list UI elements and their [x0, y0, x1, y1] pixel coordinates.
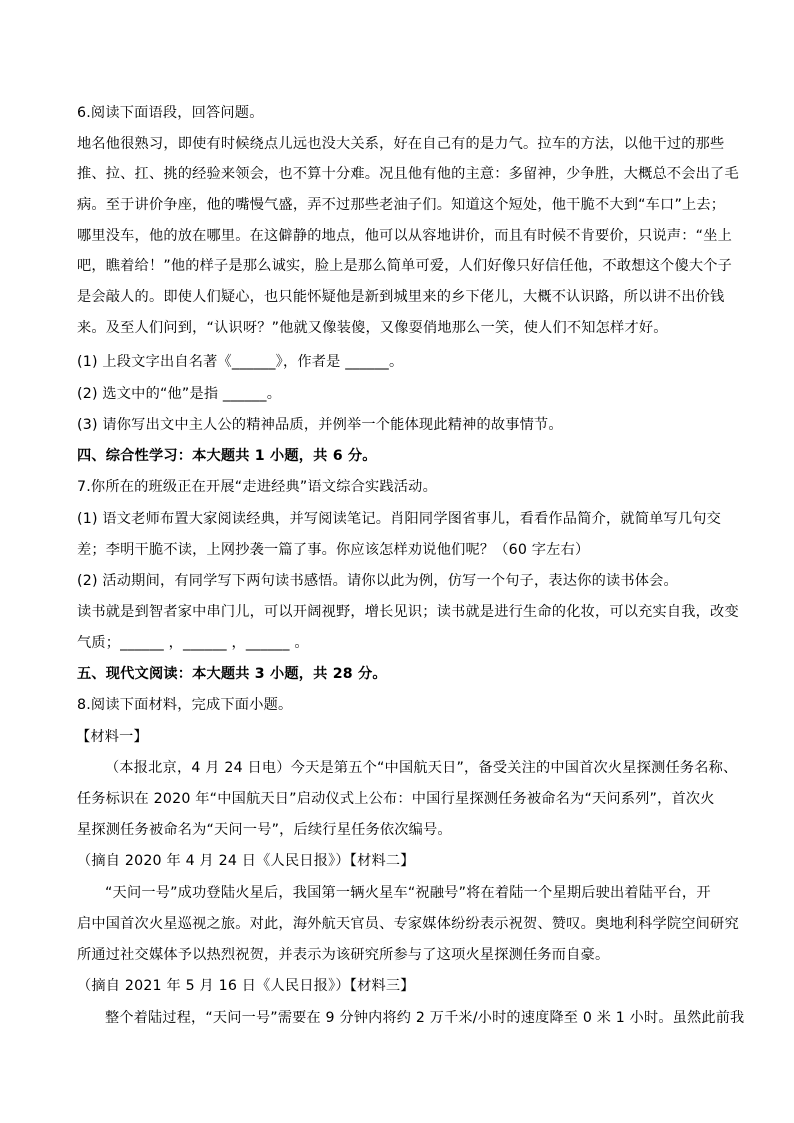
q7-sub1-line: 差；李明干脆不读，上网抄袭一篇了事。你应该怎样劝说他们呢？（60 字左右）: [77, 542, 590, 558]
q6-passage-line: 是会敲人的。即使人们疑心，也只能怀疑他是新到城里来的乡下佬儿，大概不认识路，所以讲不出价钱: [77, 289, 725, 305]
material-1-line: 星探测任务被命名为“天问一号”，后续行星任务依次编号。: [77, 822, 452, 838]
material-1-label: 【材料一】: [76, 729, 148, 745]
q6-passage-line: 来。及至人们问到，“认识呀？”他就又像装傻，又像耍俏地那么一笑，使人们不知怎样才好。: [77, 320, 668, 336]
q6-sub2: (2) 选文中的“他”是指 ______。: [77, 386, 282, 402]
q7-sample-line: 气质；______ ，______ ，______ 。: [77, 635, 309, 651]
material-2-line: “天问一号”成功登陆火星后，我国第一辆火星车“祝融号”将在着陆一个星期后驶出着陆平台，开: [105, 885, 711, 901]
q6-heading: 6.阅读下面语段，回答问题。: [77, 105, 264, 121]
q7-sample-line: 读书就是到智者家中串门儿，可以开阔视野，增长见识；读书就是进行生命的化妆，可以充实自我，改变: [77, 604, 739, 620]
material-2-source: （摘自 2021 年 5 月 16 日《人民日报》）【材料三】: [77, 978, 415, 994]
q6-sub1: (1) 上段文字出自名著《______》，作者是 ______。: [77, 354, 404, 370]
material-1-source: （摘自 2020 年 4 月 24 日《人民日报》）【材料二】: [77, 853, 415, 869]
material-3-line: 整个着陆过程，“天问一号”需要在 9 分钟内将约 2 万千米/小时的速度降至 0 米 1 小时。虽然此前我: [105, 1010, 745, 1026]
q6-passage-line: 病。至于讲价争座，他的嘴慢气盛，弄不过那些老油子们。知道这个短处，他干脆不大到“车口”上去；: [77, 197, 726, 213]
q7-sub2: (2) 活动期间，有同学写下两句读书感悟。请你以此为例，仿写一个句子，表达你的读书体会。: [77, 573, 678, 589]
q6-passage-line: 哪里没车，他的放在哪里。在这僻静的地点，他可以从容地讲价，而且有时候不肯要价，只说声：“坐上: [77, 228, 732, 244]
q7-sub1-line: (1) 语文老师布置大家阅读经典，并写阅读笔记。肖阳同学图省事儿，看看作品简介，就简单写几句交: [77, 511, 722, 527]
q6-passage-line: 吧，瞧着给！”他的样子是那么诚实，脸上是那么简单可爱，人们好像只好信任他，不敢想这个傻大个子: [77, 258, 732, 274]
q6-sub3: (3) 请你写出文中主人公的精神品质，并例举一个能体现此精神的故事情节。: [77, 417, 563, 433]
section-heading-5: 五、现代文阅读：本大题共 3 小题，共 28 分。: [77, 666, 387, 682]
q6-passage-line: 推、拉、扛、挑的经验来领会，也不算十分难。况且他有他的主意：多留神，少争胜，大概总不会出了毛: [77, 166, 739, 182]
section-heading-4: 四、综合性学习：本大题共 1 小题，共 6 分。: [77, 448, 377, 464]
material-2-line: 启中国首次火星巡视之旅。对此，海外航天官员、专家媒体纷纷表示祝贺、赞叹。奥地利科学院空间研究: [77, 916, 739, 932]
q7-heading: 7.你所在的班级正在开展“走进经典”语文综合实践活动。: [77, 479, 437, 495]
q6-passage-line: 地名他很熟习，即使有时候绕点儿远也没大关系，好在自己有的是力气。拉车的方法，以他干过的那些: [77, 136, 725, 152]
material-1-line: （本报北京，4 月 24 日电）今天是第五个“中国航天日”，备受关注的中国首次火星探测任务名称、: [105, 760, 738, 776]
material-1-line: 任务标识在 2020 年“中国航天日”启动仪式上公布：中国行星探测任务被命名为“天问系列”，首次火: [77, 791, 715, 807]
material-2-line: 所通过社交媒体予以热烈祝贺，并表示为该研究所参与了这项火星探测任务而自豪。: [77, 947, 610, 963]
q8-heading: 8.阅读下面材料，完成下面小题。: [77, 697, 293, 713]
